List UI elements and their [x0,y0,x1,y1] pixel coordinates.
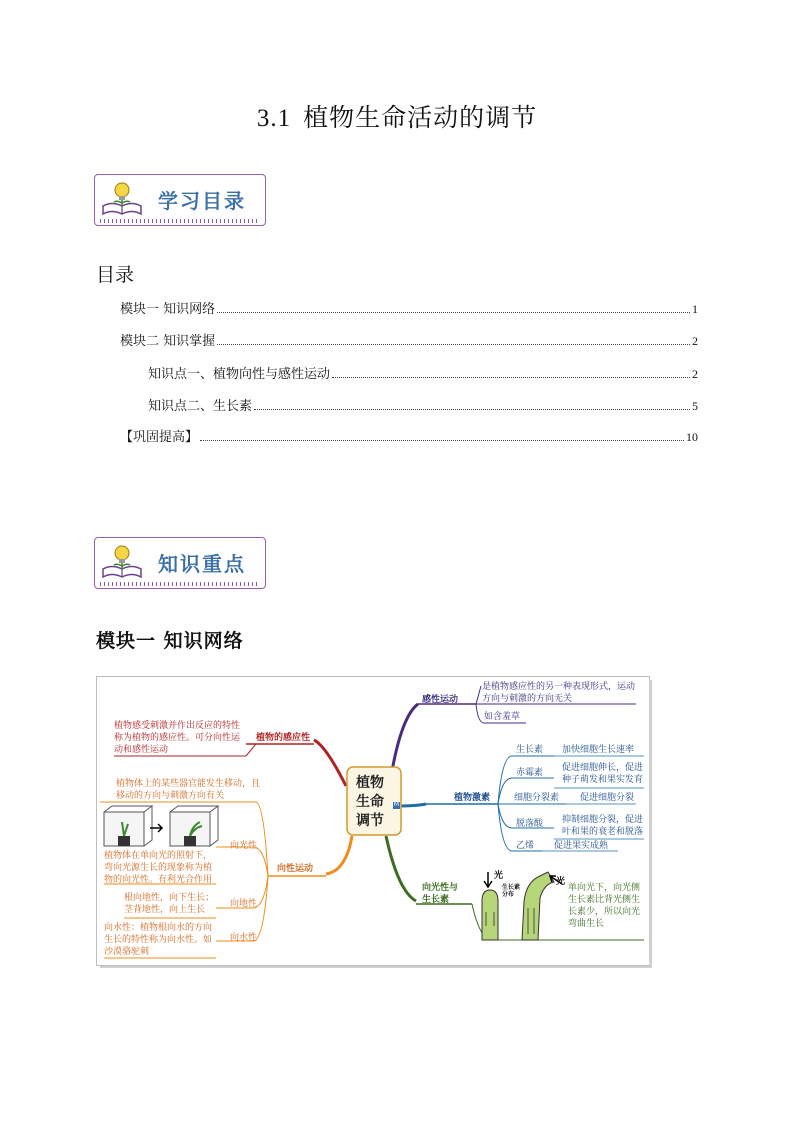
node-geotropism: 向地性 [230,899,258,909]
section-banner-key-points [94,537,266,589]
node-tropism: 向性运动 [277,864,314,874]
hormone-effect: 促进细胞伸长，促进 种子萌发和果实发育 [562,763,644,785]
hormone-effect: 抑制细胞分裂，促进 叶和果的衰老和脱落 [562,815,644,837]
node-nastic: 感性运动 [422,695,459,705]
node-hormones: 植物激素 [454,793,491,803]
toc-entry[interactable]: 知识点一、植物向性与感性运动 2 [148,367,698,382]
auxin-distribution-label: 生长素 分布 [502,884,521,898]
node-auxin-phototropism: 向光性与 生长素 [422,883,459,905]
node-nastic-desc: 是植物感应性的另一种表现形式，运动 方向与刺激的方向无关 [482,682,636,704]
hormone-effect: 促进细胞分裂 [580,793,635,803]
node-nastic-example: 如含羞草 [484,712,521,722]
page-title: 3.1 植物生命活动的调节 [256,103,538,132]
node-hydrotropism: 向水性 [230,933,258,943]
toc-entry[interactable]: 【巩固提高】 10 [120,430,698,445]
light-label: 光 [494,871,504,881]
toc-heading: 目录 [96,264,135,286]
node-sensitivity-desc: 植物感受刺激并作出反应的特性 称为植物的感应性。可分向性运 动和感性运动 [114,721,241,755]
knowledge-mindmap [96,676,652,968]
node-tropism-desc: 植物体上的某些器官能发生移动，且 移动的方向与刺激方向有关 [116,779,261,801]
node-phototropism: 向光性 [230,841,258,851]
banner-title: 知识重点 [158,552,246,576]
hormone-name: 生长素 [516,745,544,755]
section-banner-study-contents [94,174,266,226]
node-auxin-desc: 单向光下，向光侧 生长素比背光侧生 长素少，所以向光 弯曲生长 [568,883,641,929]
mindmap-badge: M [393,801,400,808]
node-phototropism-desc: 植物体在单向光的照射下， 弯向光源生长的现象称为植 物的向光性。有利光合作用 [104,851,213,885]
hormone-effect: 加快细胞生长速率 [562,745,635,755]
node-hydrotropism-desc: 向水性：植物根向水的方向 生长的特性称为向水性。如 沙漠骆驼刺 [104,923,213,957]
book-lightbulb-icon [100,543,144,581]
node-sensitivity: 植物的感应性 [256,733,311,743]
hormone-name: 细胞分裂素 [514,793,560,803]
hormone-effect: 促进果实成熟 [554,841,609,851]
banner-title: 学习目录 [158,189,246,213]
toc-entry[interactable]: 模块二 知识掌握 2 [120,334,698,349]
mindmap-center-node: 植物 生命 调节 [356,775,384,829]
hormone-name: 赤霉素 [516,768,544,778]
toc-entry[interactable]: 模块一 知识网络 1 [120,302,698,317]
book-lightbulb-icon [100,180,144,218]
toc-entry[interactable]: 知识点二、生长素 5 [148,399,698,414]
hormone-name: 乙烯 [516,841,535,851]
light-label: 光 [556,877,566,887]
hormone-name: 脱落酸 [516,819,544,829]
node-geotropism-desc: 根向地性，向下生长； 茎背地性，向上生长 [124,893,215,915]
module-heading: 模块一 知识网络 [96,630,244,652]
